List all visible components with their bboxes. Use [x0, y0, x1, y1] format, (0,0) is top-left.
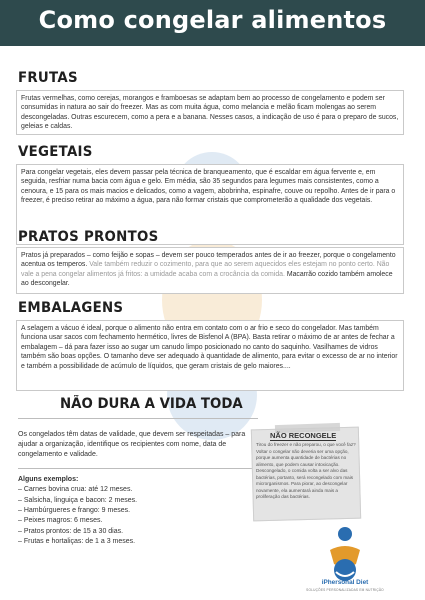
section-text-pratos-a: Pratos já preparados – como feijão e sopas – devem ser pouco temperados antes de ir ao freezer, porque o congelamento acentua os temperos.: [21, 252, 396, 269]
divider: [18, 468, 258, 469]
section-text-pratos-c: Macarrão cozido também amolece ao descongelar.: [21, 270, 393, 288]
section-heading-pratos-prontos: PRATOS PRONTOS: [18, 229, 159, 245]
section-text-pratos-b: Vale também reduzir o cozimento, para que ao serem aquecidos eles estejam no ponto certo. Não vale a pena congelar alimentos já fritos: a umidade acaba com a crocância da comida.: [21, 261, 390, 278]
section-text-embalagens: A selagem a vácuo é ideal, porque o alimento não entra em contato com o ar frio e seco do congelador. Mas também funciona usar sacos com fechamento hermético, livres de Bisfenol A (BPA). Basta retirar o máximo de ar antes de fechar a embalagem – dá para fazer isso ao sugar um canudo limpo posicionado no canto do saquinho. Vasilhames de vidros também são boas opções. O tamanho deve ser adequado à quantidade de alimento, para evitar o excesso de ar no interior e também a possibilidade de acúmulo de líquidos, que geram cristais de gelo maiores....: [21, 325, 398, 370]
list-item: – Peixes magros: 6 meses.: [18, 517, 103, 525]
examples-list: [18, 475, 258, 548]
title-banner: [0, 0, 425, 46]
divider: [18, 418, 258, 419]
section-box-frutas: [16, 90, 404, 135]
examples-heading: Alguns exemplos:: [18, 476, 79, 483]
page-title: Como congelar alimentos: [38, 6, 387, 34]
brand-name: iPhersonal Diet: [321, 579, 369, 586]
section-heading-frutas: FRUTAS: [18, 70, 78, 86]
section-box-embalagens: [16, 320, 404, 391]
list-item: – Frutas e hortaliças: de 1 a 3 meses.: [18, 538, 136, 546]
list-item: – Pratos prontos: de 15 a 30 dias.: [18, 527, 124, 535]
brand-logo-icon: [316, 524, 374, 584]
section-text-vegetais: Para congelar vegetais, eles devem passar pela técnica de branqueamento, que é escaldar em água fervente e, em seguida, resfriar numa bacia com água e gelo. Em média, são 35 segundos para legumes mais consistentes, como a cenoura, e 15 para os mais macios e delicados, como a vagem, abobrinha, espinafre, couve ou repolho. Antes de ir para o freezer, é preciso retirar ao máximo a água, para não formar cristais que comprometerão a qualidade dos vegetais.: [21, 169, 396, 205]
list-item: – Salsicha, linguiça e bacon: 2 meses.: [18, 496, 138, 504]
list-item: – Hambúrgueres e frango: 9 meses.: [18, 507, 131, 515]
section-box-pratos-prontos: [16, 247, 404, 294]
section-text-frutas: Frutas vermelhas, como cerejas, morangos e framboesas se adaptam bem ao processo de congelamento e podem ser consumidas in natura ao sair do freezer. Mas as com muita água, como melancia e melão ficam molengas ao serem descongeladas. Outras escurecem, como a pera e a banana. Nesses casos, a indicação de uso é para o preparo de sucos, geleias e caldas.: [21, 95, 399, 131]
list-item: – Carnes bovina crua: até 12 meses.: [18, 486, 133, 494]
note-title: NÃO RECONGELE: [270, 431, 337, 440]
brand-tagline: SOLUÇÕES PERSONALIZADAS EM NUTRIÇÃO: [306, 588, 384, 592]
validade-text: Os congelados têm datas de validade, que devem ser respeitadas – para ajudar a organização, identifique os recipientes com nome, data de congelamento e validade.: [18, 431, 246, 459]
section-heading-vegetais: VEGETAIS: [18, 144, 93, 160]
section-heading-embalagens: EMBALAGENS: [18, 300, 124, 316]
section-heading-nao-dura: NÃO DURA A VIDA TODA: [60, 396, 243, 412]
note-text: Tirou do freezer e não preparou, o que você faz? Voltar o congelar não deveria ser uma opção, porque aumenta quantidade de bactérias no alimento, que podem causar intoxicação. Descongelado, o comida volta a ser alvo das bactérias, portanto, será recongelado com mais microrganismos. Para piorar, ao descongelar novamente, ela aumentará ainda mais a proliferação das bactérias.: [256, 442, 356, 500]
